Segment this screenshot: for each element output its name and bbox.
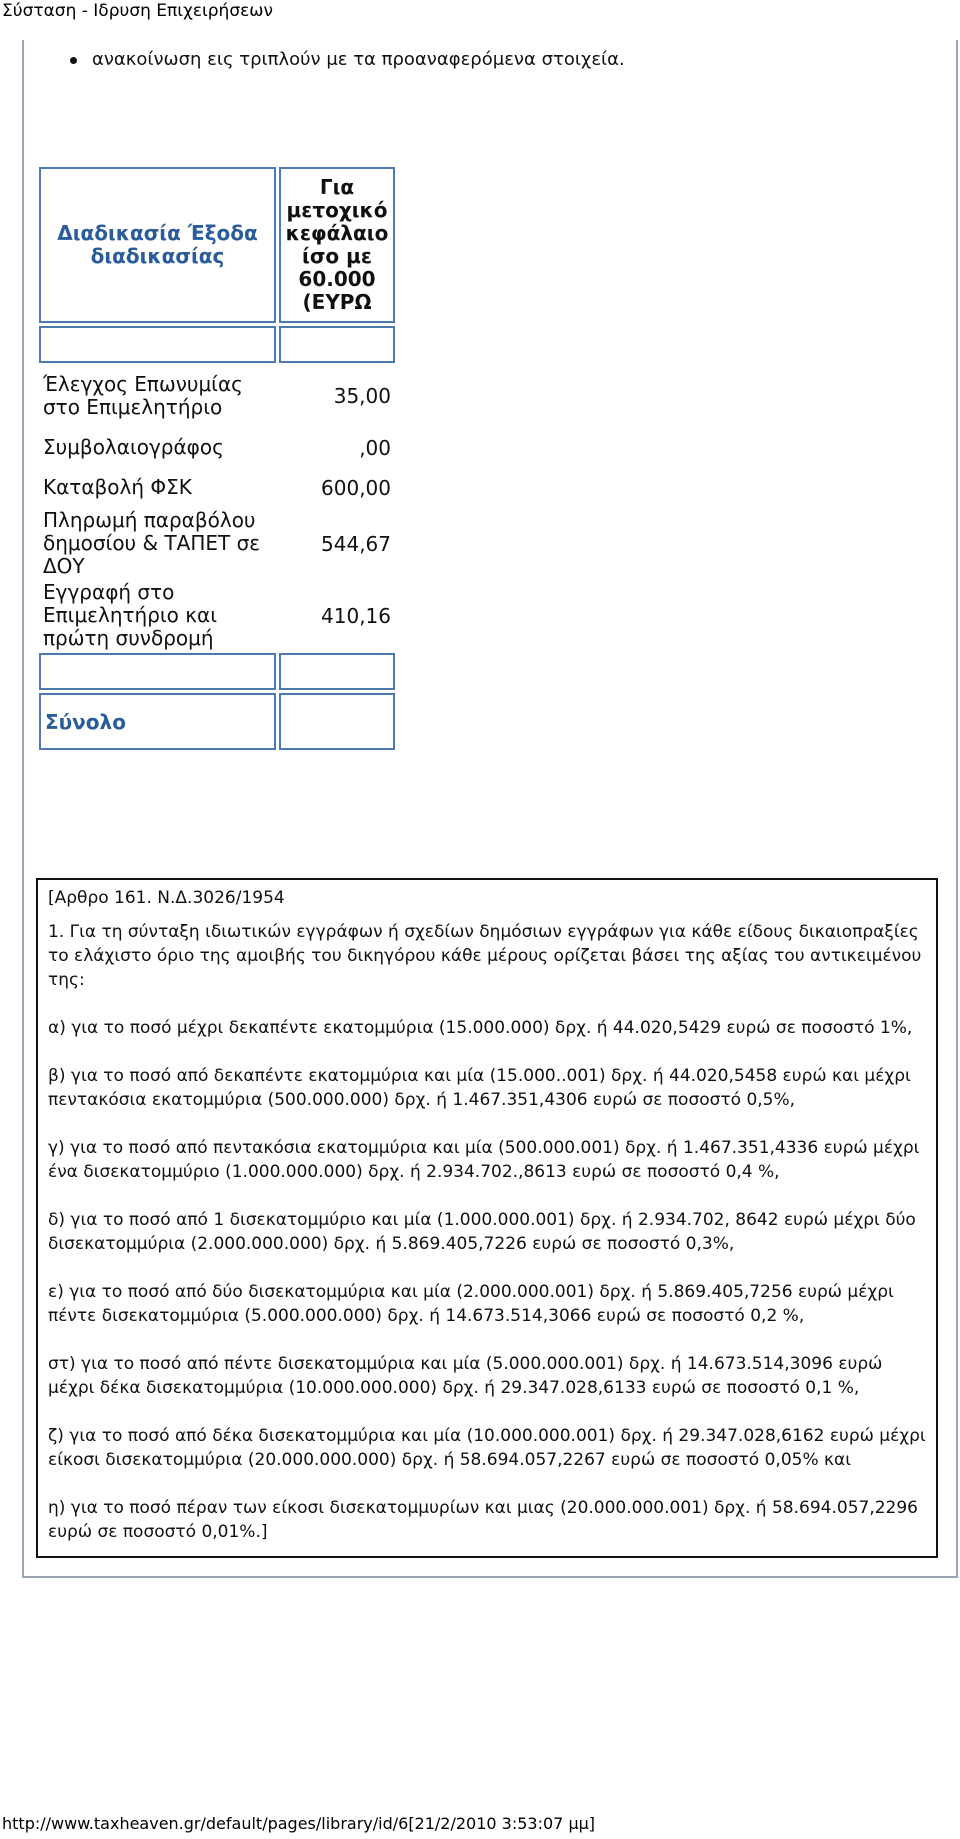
fee-table bbox=[36, 164, 398, 753]
table-header-row bbox=[39, 167, 395, 323]
table-cell-label: Καταβολή ΦΣΚ bbox=[43, 475, 192, 499]
law-paragraph: 1. Για τη σύνταξη ιδιωτικών εγγράφων ή σχεδίων δημόσιων εγγράφων για κάθε είδους δικαιοπραξίες το ελάχιστο όριο της αμοιβής του δικηγόρου κάθε μέρους ορίζεται βάσει της αξίας του αντικειμένου της: bbox=[48, 922, 922, 990]
table-cell-empty bbox=[279, 653, 395, 690]
law-paragraph: γ) για το ποσό από πεντακόσια εκατομμύρια και μία (500.000.001) δρχ. ή 1.467.351,4336 ευρώ μέχρι ένα δισεκατομμύριο (1.000.000.000) δρχ. ή 2.934.702.,8613 ευρώ σε ποσοστό 0,4 %, bbox=[48, 1138, 920, 1182]
table-row bbox=[39, 509, 395, 578]
law-paragraph: α) για το ποσό μέχρι δεκαπέντε εκατομμύρια (15.000.000) δρχ. ή 44.020,5429 ευρώ σε ποσοστό 1%, bbox=[48, 1018, 913, 1038]
table-row bbox=[39, 366, 395, 426]
table-cell-empty bbox=[39, 653, 276, 690]
table-cell-label: Έλεγχος Επωνυμίας στο Επιμελητήριο bbox=[43, 372, 243, 419]
footer-timestamp: [21/2/2010 3:53:07 μμ] bbox=[408, 1814, 596, 1833]
table-cell-empty bbox=[279, 326, 395, 363]
footer-url-link[interactable]: http://www.taxheaven.gr/default/pages/library/id/6 bbox=[2, 1814, 409, 1833]
law-paragraph: ζ) για το ποσό από δέκα δισεκατομμύρια και μία (10.000.000.001) δρχ. ή 29.347.028,6162 ευρώ μέχρι είκοσι δισεκατομμύρια (20.000.000.000) δρχ. ή 58.694.057,2267 ευρώ σε ποσοστό 0,05% και bbox=[48, 1426, 926, 1470]
law-paragraph: στ) για το ποσό από πέντε δισεκατομμύρια και μία (5.000.000.001) δρχ. ή 14.673.514,3096 ευρώ μέχρι δέκα δισεκατομμύρια (10.000.000.000) δρχ. ή 29.347.028,6133 ευρώ σε ποσοστό 0,1 %, bbox=[48, 1354, 883, 1398]
law-paragraph: η) για το ποσό πέραν των είκοσι δισεκατομμυρίων και μιας (20.000.000.001) δρχ. ή 58.694.057,2296 ευρώ σε ποσοστό 0,01%.] bbox=[48, 1498, 918, 1542]
law-excerpt-box bbox=[36, 878, 938, 1558]
law-paragraph: ε) για το ποσό από δύο δισεκατομμύρια και μία (2.000.000.001) δρχ. ή 5.869.405,7256 ευρώ μέχρι πέντε δισεκατομμύρια (5.000.000.000) δρχ. ή 14.673.514,3066 ευρώ σε ποσοστό 0,2 %, bbox=[48, 1282, 894, 1326]
table-cell-label: Εγγραφή στο Επιμελητήριο και πρώτη συνδρομή bbox=[43, 580, 218, 650]
table-cell-value: 35,00 bbox=[333, 384, 391, 408]
table-cell-value: 544,67 bbox=[321, 531, 391, 556]
table-row-empty bbox=[39, 326, 395, 363]
table-cell-value: 410,16 bbox=[321, 603, 391, 628]
intro-list bbox=[70, 48, 625, 72]
table-cell-empty bbox=[39, 326, 276, 363]
table-row-empty bbox=[39, 653, 395, 690]
list-item: ανακοίνωση εις τριπλούν με τα προαναφερόμενα στοιχεία. bbox=[70, 48, 625, 72]
law-heading: [Αρθρο 161. Ν.Δ.3026/1954 bbox=[48, 888, 285, 908]
page-title: Σύσταση - Ιδρυση Επιχειρήσεων bbox=[2, 1, 274, 21]
table-row-total bbox=[39, 693, 395, 750]
law-paragraph: β) για το ποσό από δεκαπέντε εκατομμύρια και μία (15.000..001) δρχ. ή 44.020,5458 ευρώ και μέχρι πεντακόσια εκατομμύρια (500.000.000) δρχ. ή 1.467.351,4306 ευρώ σε ποσοστό 0,5%, bbox=[48, 1066, 911, 1110]
law-paragraph: δ) για το ποσό από 1 δισεκατομμύριο και μία (1.000.000.001) δρχ. ή 2.934.702, 8642 ευρώ μέχρι δύο δισεκατομμύρια (2.000.000.000) δρχ. ή 5.869.405,7226 ευρώ σε ποσοστό 0,3%, bbox=[48, 1210, 916, 1254]
table-cell-label: Πληρωμή παραβόλου δημοσίου & ΤΑΠΕΤ σε ΔΟΥ bbox=[43, 508, 261, 578]
table-row bbox=[39, 429, 395, 466]
table-cell-value: ,00 bbox=[359, 435, 391, 460]
table-cell-label: Συμβολαιογράφος bbox=[43, 435, 224, 459]
table-row bbox=[39, 581, 395, 650]
page-footer bbox=[2, 1814, 595, 1834]
table-total-value bbox=[279, 693, 395, 750]
table-cell-value: 600,00 bbox=[321, 475, 391, 500]
table-row bbox=[39, 469, 395, 506]
table-header-capital: Για μετοχικό κεφάλαιο ίσο με 60.000 (ΕΥΡΩ bbox=[279, 167, 395, 323]
table-header-procedure: Διαδικασία Έξοδα διαδικασίας bbox=[39, 167, 276, 323]
table-total-label: Σύνολο bbox=[39, 693, 276, 750]
